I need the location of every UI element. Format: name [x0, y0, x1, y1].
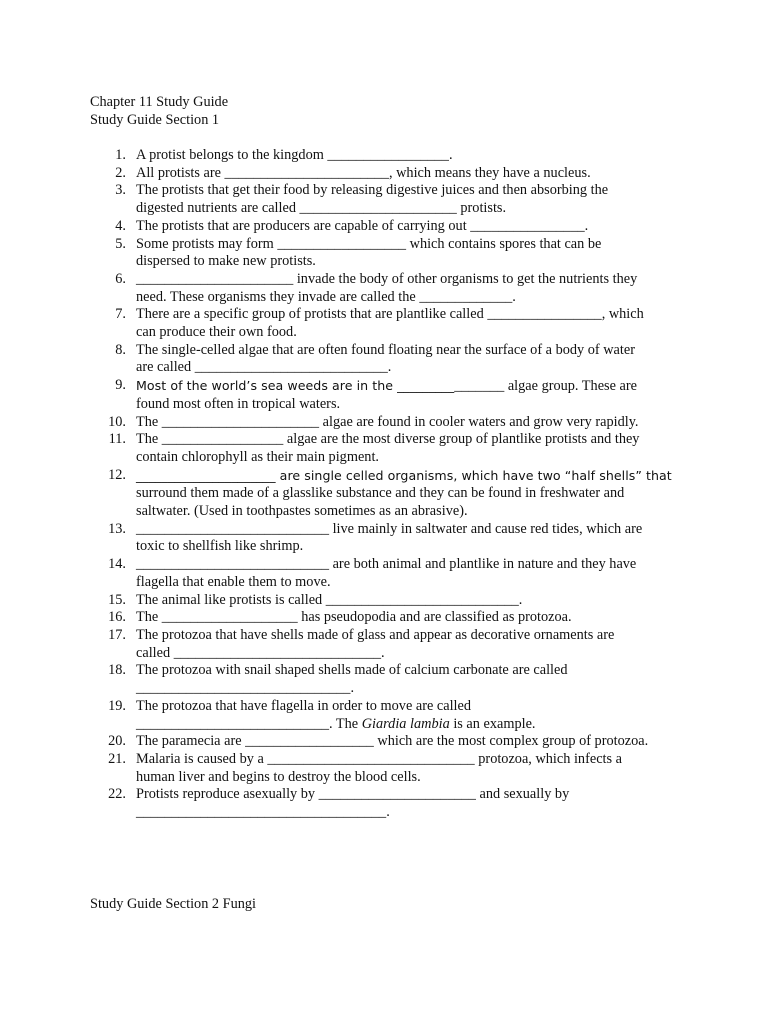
- question-item: [0, 627, 681, 662]
- question-text-continued: can produce their own food.: [136, 324, 297, 341]
- question-number: 7.: [115, 306, 126, 323]
- question-item: [0, 236, 681, 271]
- question-number: 3.: [115, 182, 126, 199]
- question-text-continued: found most often in tropical waters.: [136, 395, 341, 412]
- question-item: [0, 698, 681, 733]
- question-text-part: ___________________________. The: [136, 715, 362, 732]
- question-number: 10.: [108, 413, 126, 430]
- question-item: [0, 271, 681, 306]
- question-text: The protozoa with snail shaped shells made of calcium carbonate are called: [136, 662, 568, 679]
- question-item: [0, 342, 681, 377]
- question-item: [0, 165, 681, 183]
- question-text: The single-celled algae that are often found floating near the surface of a body of water: [136, 341, 635, 358]
- question-item: [0, 218, 681, 236]
- question-item: [0, 306, 681, 341]
- question-item: [0, 377, 681, 413]
- question-text: The animal like protists is called ___________________________.: [136, 591, 523, 608]
- question-number: 20.: [108, 733, 126, 750]
- question-number: 15.: [108, 591, 126, 608]
- question-text-continued: toxic to shellfish like shrimp.: [136, 538, 304, 555]
- question-item: [0, 556, 681, 591]
- question-text: The protozoa that have flagella in order to move are called: [136, 697, 472, 714]
- question-item: [0, 786, 681, 821]
- question-item: [0, 662, 681, 697]
- question-item: [0, 147, 681, 165]
- question-item: [0, 467, 681, 521]
- question-text-continued: surround them made of a glasslike substance and they can be found in freshwater and: [136, 485, 625, 502]
- question-item: [0, 431, 681, 466]
- question-item: [0, 414, 681, 432]
- question-number: 5.: [115, 235, 126, 252]
- question-number: 19.: [108, 697, 126, 714]
- question-item: [0, 182, 681, 217]
- question-number: 17.: [108, 626, 126, 643]
- question-text: There are a specific group of protists that are plantlike called ________________, which: [136, 306, 644, 323]
- question-text-continued: are called ___________________________.: [136, 359, 392, 376]
- question-list: [0, 147, 768, 822]
- document-title: Chapter 11 Study Guide: [90, 94, 229, 110]
- question-number: 4.: [115, 217, 126, 234]
- question-item: [0, 751, 681, 786]
- question-text: Most of the world’s sea weeds are in the _________: [136, 378, 455, 394]
- question-text: Malaria is caused by a _____________________________ protozoa, which infects a: [136, 750, 622, 767]
- question-text-continued: ___________________________________.: [136, 804, 390, 821]
- question-text: The _________________ algae are the most diverse group of plantlike protists and they: [136, 431, 640, 448]
- question-text: The protists that get their food by releasing digestive juices and then absorbing the: [136, 182, 609, 199]
- question-number: 11.: [108, 431, 126, 448]
- question-text: Some protists may form __________________ which contains spores that can be: [136, 235, 602, 252]
- question-text-continued: called _____________________________.: [136, 644, 385, 661]
- question-text-continued: dispersed to make new protists.: [136, 253, 316, 270]
- question-number: 21.: [108, 750, 126, 767]
- section-1-heading: Study Guide Section 1: [90, 112, 220, 128]
- question-number: 13.: [108, 520, 126, 537]
- question-text: ______________________ are single celled organisms, which have two “half shells” that: [136, 467, 672, 483]
- question-item: [0, 521, 681, 556]
- question-text: ___________________________ are both animal and plantlike in nature and they have: [136, 556, 637, 573]
- section-2-heading: Study Guide Section 2 Fungi: [90, 896, 257, 912]
- question-number: 1.: [115, 147, 126, 163]
- question-number: 8.: [115, 341, 126, 358]
- question-text-continued: contain chlorophyll as their main pigment.: [136, 448, 379, 465]
- question-text: The protozoa that have shells made of glass and appear as decorative ornaments are: [136, 626, 615, 643]
- question-text-tail: _______ algae group. These are: [454, 378, 637, 395]
- question-number: 12.: [108, 466, 126, 483]
- question-item: [0, 592, 681, 610]
- question-text-continued: ______________________________.: [136, 680, 355, 697]
- question-text: The ______________________ algae are found in cooler waters and grow very rapidly.: [136, 413, 639, 430]
- question-item: [0, 733, 681, 751]
- question-number: 9.: [115, 377, 126, 394]
- question-number: 6.: [115, 270, 126, 287]
- question-number: 14.: [108, 556, 126, 573]
- question-text: Protists reproduce asexually by ______________________ and sexually by: [136, 786, 570, 803]
- question-item: [0, 609, 681, 627]
- question-text-continued: saltwater. (Used in toothpastes sometimes as an abrasive).: [136, 503, 468, 520]
- question-text: ___________________________ live mainly in saltwater and cause red tides, which are: [136, 520, 643, 537]
- question-text-continued: human liver and begins to destroy the blood cells.: [136, 768, 421, 785]
- question-text-continued: digested nutrients are called ______________________ protists.: [136, 200, 507, 217]
- question-text-continued: [136, 716, 681, 734]
- question-text: ______________________ invade the body of other organisms to get the nutrients they: [136, 270, 638, 287]
- question-number: 2.: [115, 164, 126, 181]
- question-text-continued: flagella that enable them to move.: [136, 573, 331, 590]
- question-number: 22.: [108, 786, 126, 803]
- question-text: All protists are _______________________, which means they have a nucleus.: [136, 164, 591, 181]
- question-text-continued: need. These organisms they invade are called the _____________.: [136, 288, 516, 305]
- question-text: The protists that are producers are capable of carrying out ________________.: [136, 217, 589, 234]
- question-text: The ___________________ has pseudopodia and are classified as protozoa.: [136, 609, 572, 626]
- question-text-part: is an example.: [449, 715, 536, 732]
- question-text: A protist belongs to the kingdom _________________.: [136, 147, 453, 163]
- question-number: 18.: [108, 662, 126, 679]
- question-text: The paramecia are __________________ which are the most complex group of protozoa.: [136, 733, 649, 750]
- species-name: Giardia lambia: [361, 715, 450, 732]
- question-number: 16.: [108, 609, 126, 626]
